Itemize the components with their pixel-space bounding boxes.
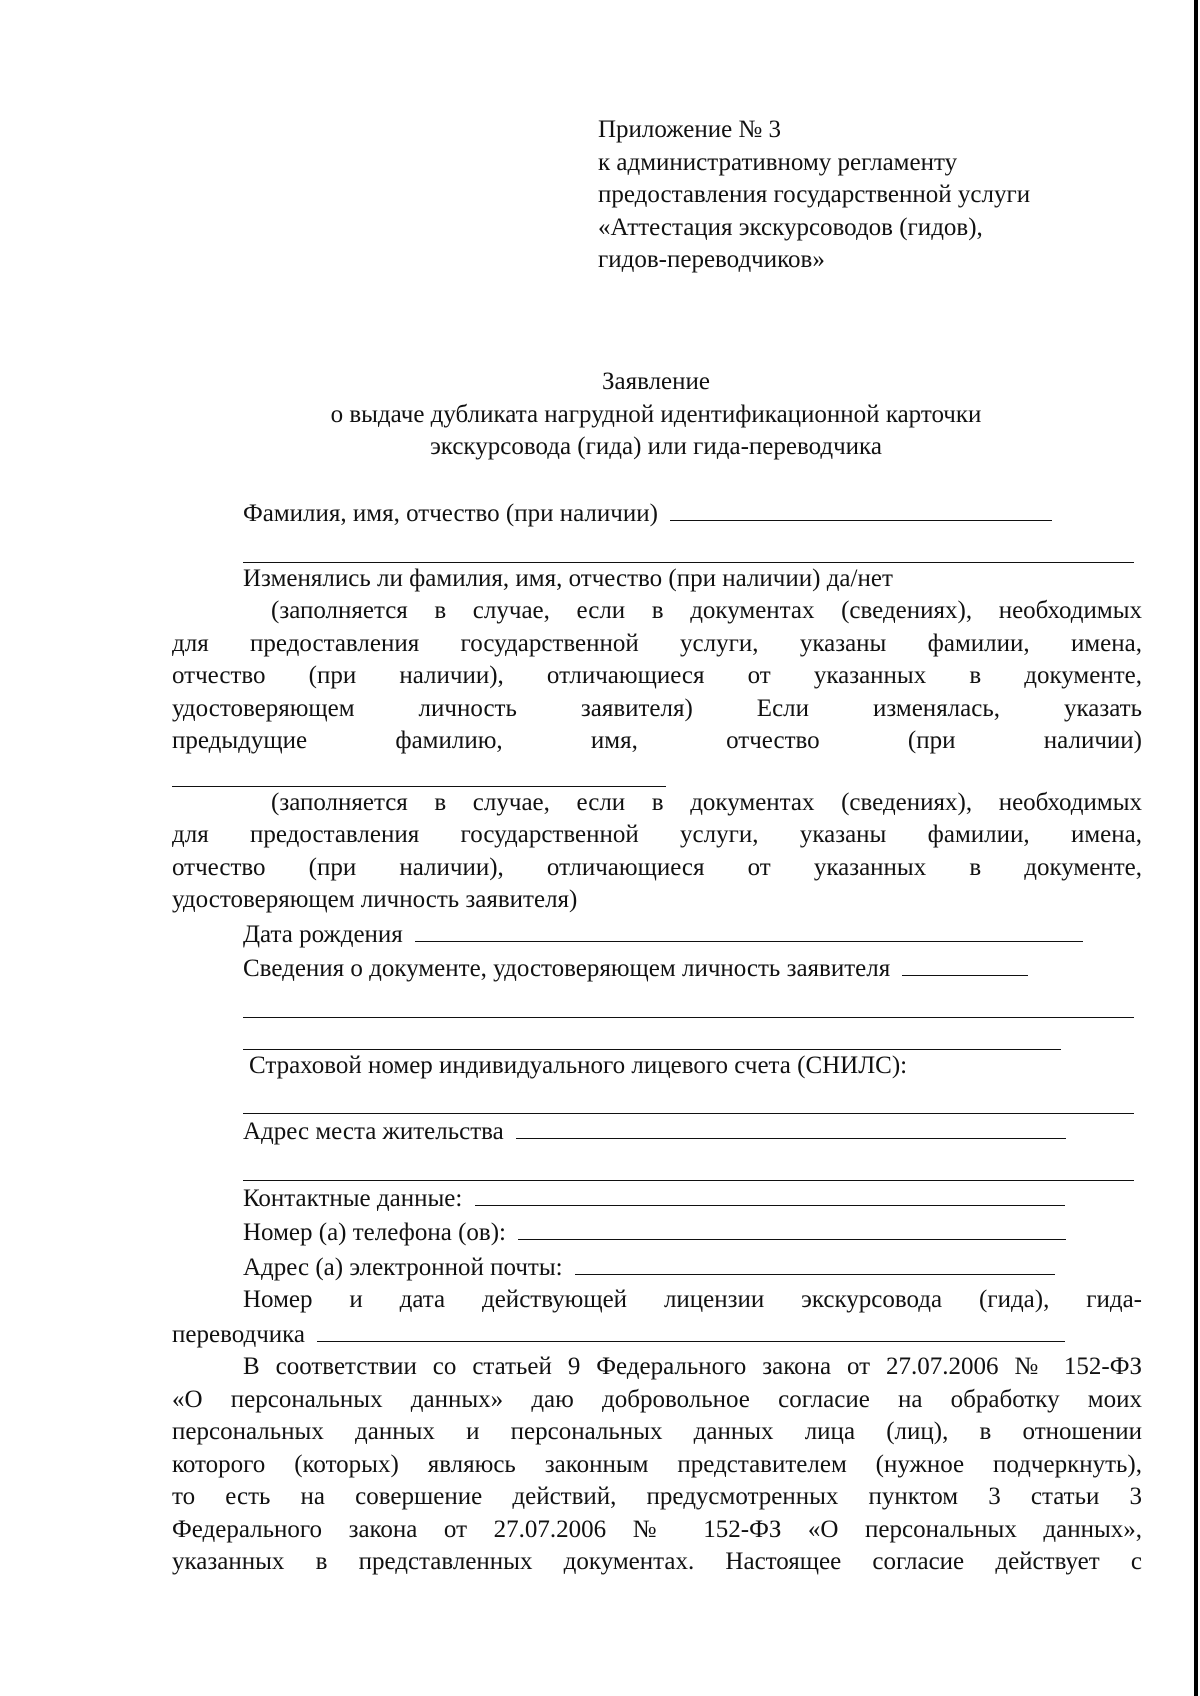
consent-line: то есть на совершение действий, предусмотренных пунктом 3 статьи 3: [172, 1483, 1142, 1510]
consent-paragraph: [172, 1351, 1142, 1579]
license-input-line[interactable]: [317, 1317, 1065, 1342]
form-body: [172, 496, 1142, 1579]
email-row: [243, 1250, 1142, 1285]
contacts-label: Контактные данные:: [243, 1184, 463, 1212]
annex-line: «Аттестация экскурсоводов (гидов),: [598, 213, 983, 241]
license-label-line2: переводчика: [172, 1320, 306, 1348]
contacts-row: [243, 1181, 1142, 1216]
fio-row: [243, 496, 1142, 531]
note-line: отчество (при наличии), отличающиеся от указанных в документе,: [172, 662, 1142, 689]
note-line: удостоверяющем личность заявителя): [172, 886, 578, 913]
consent-line: «О персональных данных» даю добровольное согласие на обработку моих: [172, 1385, 1142, 1413]
birth-date-row: [243, 917, 1142, 952]
birth-date-label: Дата рождения: [243, 920, 403, 948]
note-2: [172, 787, 1142, 917]
note-line: для предоставления государственной услуги, указаны фамилии, имена,: [172, 821, 1142, 848]
note-line: (заполняется в случае, если в документах (сведениях), необходимых: [271, 597, 1142, 624]
note-line: для предоставления государственной услуги, указаны фамилии, имена,: [172, 629, 1142, 657]
license-row: [172, 1317, 1142, 1352]
title-line: Заявление: [601, 368, 711, 395]
consent-line: Федерального закона от 27.07.2006 № 152-ФЗ «О персональных данных»,: [172, 1515, 1142, 1543]
consent-line: персональных данных и персональных данных лица (лиц), в отношении: [172, 1418, 1142, 1445]
phone-label: Номер (а) телефона (ов):: [243, 1219, 506, 1246]
title-line: о выдаче дубликата нагрудной идентификационной карточки: [330, 400, 982, 428]
phone-input-line[interactable]: [518, 1215, 1066, 1240]
id-doc-row: [243, 951, 1142, 986]
note-line: (заполняется в случае, если в документах (сведениях), необходимых: [271, 788, 1142, 816]
birth-date-input-line[interactable]: [415, 917, 1083, 942]
id-doc-input-line[interactable]: [902, 951, 1028, 976]
fio-continuation-line[interactable]: [243, 531, 1134, 563]
contacts-input-line[interactable]: [475, 1181, 1065, 1206]
consent-line: которого (которых) являюсь законным представителем (нужное подчеркнуть),: [172, 1450, 1142, 1478]
license-label-line1: Номер и дата действующей лицензии экскурсовода (гида), гида-: [243, 1286, 1142, 1313]
email-label: Адрес (а) электронной почты:: [243, 1253, 563, 1281]
fio-label: Фамилия, имя, отчество (при наличии): [243, 500, 658, 527]
title-line: экскурсовода (гида) или гида-переводчика: [430, 433, 882, 460]
annex-line: к административному регламенту: [598, 148, 958, 176]
note-line: отчество (при наличии), отличающиеся от указанных в документе,: [172, 853, 1142, 881]
fio-changed-label: Изменялись ли фамилия, имя, отчество (при наличии) да/нет: [243, 564, 893, 592]
consent-line: указанных в представленных документах. Настоящее согласие действует с: [172, 1548, 1142, 1575]
annex-header: [598, 114, 1030, 277]
document-title: [0, 366, 1200, 464]
id-doc-continuation-line-2[interactable]: [243, 1018, 1061, 1050]
note-line: предыдущие фамилию, имя, отчество (при наличии): [172, 727, 1142, 754]
address-row: [243, 1114, 1142, 1149]
address-label: Адрес места жительства: [243, 1118, 504, 1145]
address-input-line[interactable]: [516, 1114, 1066, 1139]
page-edge-border: [1194, 0, 1198, 1696]
annex-line: Приложение № 3: [598, 116, 782, 143]
snils-label: Страховой номер индивидуального лицевого счета (СНИЛС):: [249, 1051, 908, 1079]
annex-line: предоставления государственной услуги: [598, 181, 1031, 208]
consent-line: В соответствии со статьей 9 Федерального закона от 27.07.2006 № 152-ФЗ: [243, 1353, 1142, 1380]
id-doc-label: Сведения о документе, удостоверяющем личность заявителя: [243, 955, 891, 982]
note-line: удостоверяющем личность заявителя) Если изменялась, указать: [172, 694, 1142, 722]
email-input-line[interactable]: [575, 1250, 1055, 1275]
id-doc-continuation-line[interactable]: [243, 986, 1134, 1018]
snils-input-line[interactable]: [243, 1082, 1134, 1114]
phone-row: [243, 1215, 1142, 1250]
previous-fio-input-line[interactable]: [172, 758, 666, 787]
annex-line: гидов-переводчиков»: [598, 246, 825, 273]
note-1: [172, 595, 1142, 758]
address-continuation-line[interactable]: [243, 1149, 1134, 1181]
fio-input-line[interactable]: [670, 496, 1052, 521]
